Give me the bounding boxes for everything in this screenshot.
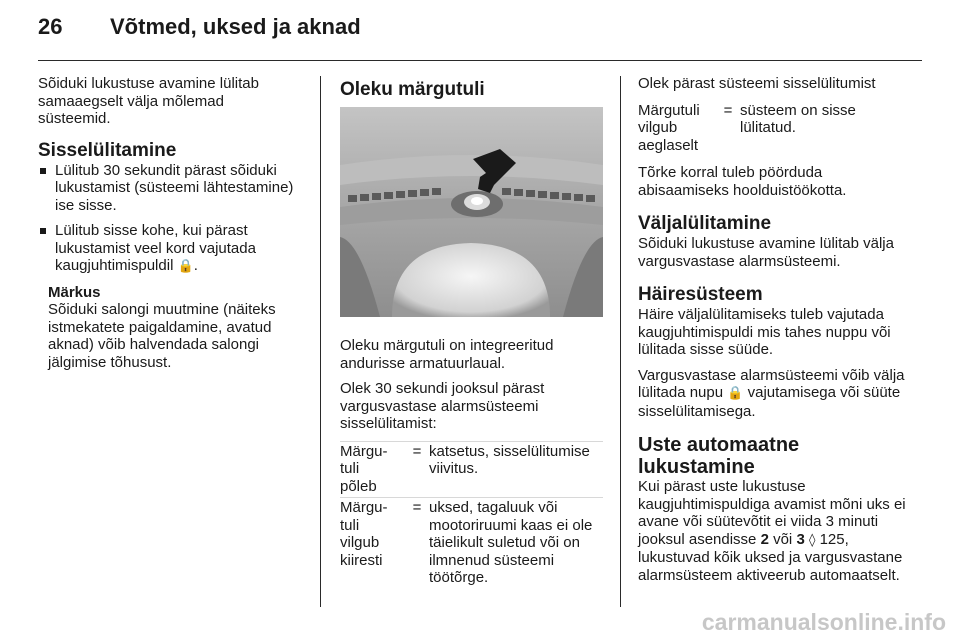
column-2 [340, 75, 603, 597]
heading-status-led: Oleku märgutuli [340, 79, 485, 100]
alarm-paragraph-2: Vargusvastase alarmsüsteemi võib välja lülitada nupu 🔒 vajutamisega või süüte sisselülitamisega. [638, 366, 905, 420]
auto-lock-paragraph: Kui pärast uste lukustuse kaugjuhtimispuldiga avamist mõni uks ei avane või süütevõtit ei viida 3 minuti jooksul asendisse 2 või 3 ◊ 125, lukustuvad kõik uksed ja vargusvastane alarmsüsteem aktiveerub automaatselt. [638, 478, 906, 584]
column-3 [638, 75, 906, 592]
heading-alarm: Häiresüsteem [638, 284, 763, 305]
intro-paragraph: Sõiduki lukustuse avamine lülitab samaaegselt välja mõlemad süsteemid. [38, 75, 259, 127]
status-definition-list [340, 441, 603, 587]
deactivation-paragraph: Sõiduki lukustuse avamine lülitab välja vargusvastase alarmsüsteemi. [638, 235, 894, 270]
column-1 [38, 75, 300, 371]
status-led-photo [340, 107, 603, 317]
definition-row: Märgu- tuli põleb = katsetus, sisselülitumise viivitus. [340, 441, 603, 496]
column-divider-1 [320, 76, 321, 607]
bullet-square-icon [40, 228, 46, 234]
watermark: carmanualsonline.info [701, 609, 946, 635]
note-title: Märkus [48, 283, 101, 301]
column-divider-2 [620, 76, 621, 607]
note-block [48, 284, 300, 372]
bullet-square-icon [40, 168, 46, 174]
alarm-paragraph-1: Häire väljalülitamiseks tuleb vajutada kaugjuhtimispuldi mis tahes nuppu või lülitada sisse süüde. [638, 306, 891, 358]
status-led-paragraph: Oleku märgutuli on integreeritud andurisse armatuurlaual. [340, 337, 554, 372]
page-title: Võtmed, uksed ja aknad [110, 14, 361, 39]
list-item: Lülitub 30 sekundit pärast sõiduki lukustamist (süsteemi lähtestamine) ise sisse. [38, 162, 300, 215]
header-rule [38, 60, 922, 61]
page-reference-icon: ◊ [808, 532, 816, 548]
list-item: Lülitub sisse kohe, kui pärast lukustamist veel kord vajutada kaugjuhtimispuldil 🔒. [38, 222, 300, 276]
heading-auto-lock: Uste automaatne lukustamine [638, 434, 800, 478]
page-header [38, 14, 361, 40]
lock-key-icon: 🔒 [177, 259, 194, 274]
note-text: Sõiduki salongi muutmine (näiteks istmekatete paigaldamine, avatud aknad) võib halvendada salongi jälgimise tõhusust. [48, 301, 276, 371]
lock-key-icon: 🔒 [727, 386, 744, 401]
fault-paragraph: Tõrke korral tuleb pöörduda abisaamiseks hoolduistöökotta. [638, 164, 847, 199]
page-number: 26 [38, 14, 63, 39]
status-30s-paragraph: Olek 30 sekundi jooksul pärast vargusvastase alarmsüsteemi sisselülitamist: [340, 380, 545, 432]
status-after-activation-text: Olek pärast süsteemi sisselülitumist [638, 75, 876, 92]
definition-row: Märgutuli vilgub aeglaselt = süsteem on sisse lülitatud. [638, 101, 856, 154]
heading-activation: Sisselülitamine [38, 139, 177, 161]
definition-row: Märgu- tuli vilgub kiiresti = uksed, tagaluuk või mootoriruumi kaas ei ole täielikult suletud või on ilmnenud süsteemi töötõrge. [340, 497, 603, 587]
activation-list [38, 162, 300, 276]
heading-deactivation: Väljalülitamine [638, 213, 772, 234]
status-after-definition-list [638, 101, 906, 155]
